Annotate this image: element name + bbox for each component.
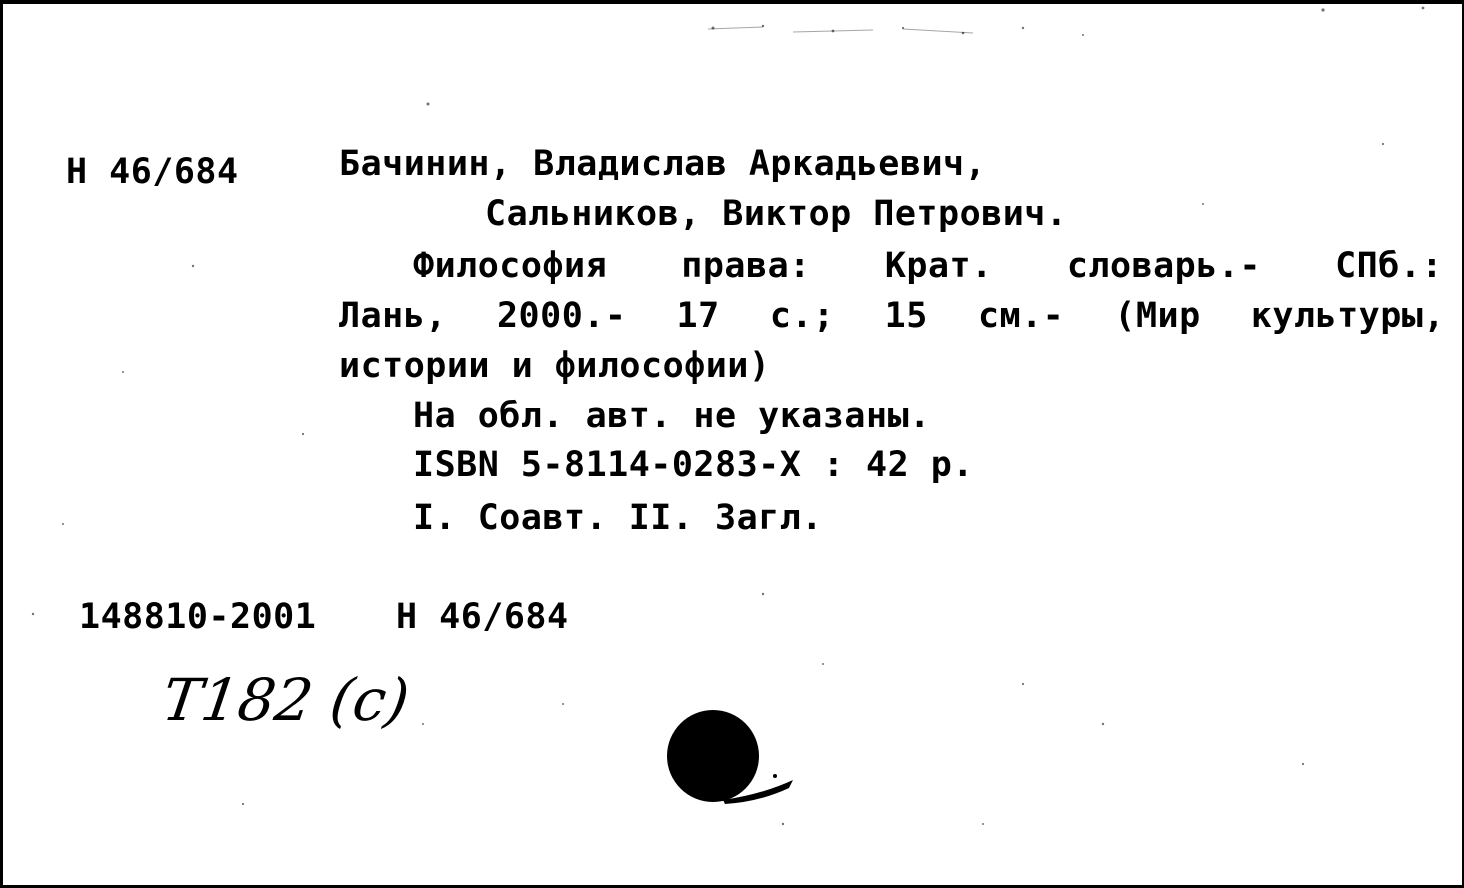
imprint-word: 2000.-: [496, 296, 627, 336]
title-word: права:: [681, 246, 811, 286]
imprint-word: см.-: [977, 296, 1065, 336]
author-heading: Бачинин, Владислав Аркадьевич,: [339, 144, 987, 184]
punch-hole-icon: [663, 704, 813, 814]
call-number: Н 46/684: [66, 152, 239, 192]
title-line-2: [339, 296, 1445, 336]
note-line: На обл. авт. не указаны.: [413, 396, 931, 436]
series-line: истории и философии): [339, 346, 771, 386]
imprint-word: (Мир: [1114, 296, 1201, 336]
title-line-1: [413, 246, 1443, 286]
imprint-word: 15: [884, 296, 928, 336]
isbn-line: ISBN 5-8114-0283-X : 42 р.: [413, 445, 974, 485]
imprint-word: Лань,: [339, 296, 447, 336]
title-word: словарь.-: [1066, 246, 1261, 286]
title-word: СПб.:: [1335, 246, 1443, 286]
coauthor-line: Сальников, Виктор Петрович.: [485, 194, 1068, 234]
imprint-word: 17: [676, 296, 720, 336]
imprint-word: культуры,: [1250, 296, 1445, 336]
call-number-bottom: Н 46/684: [396, 597, 569, 637]
title-word: Философия: [413, 246, 608, 286]
tracing-line: I. Соавт. II. Загл.: [413, 498, 823, 538]
control-number: 148810-2001: [79, 597, 317, 637]
imprint-word: с.;: [769, 296, 835, 336]
handwritten-note: T182 (c): [158, 666, 414, 734]
title-word: Крат.: [884, 246, 993, 286]
